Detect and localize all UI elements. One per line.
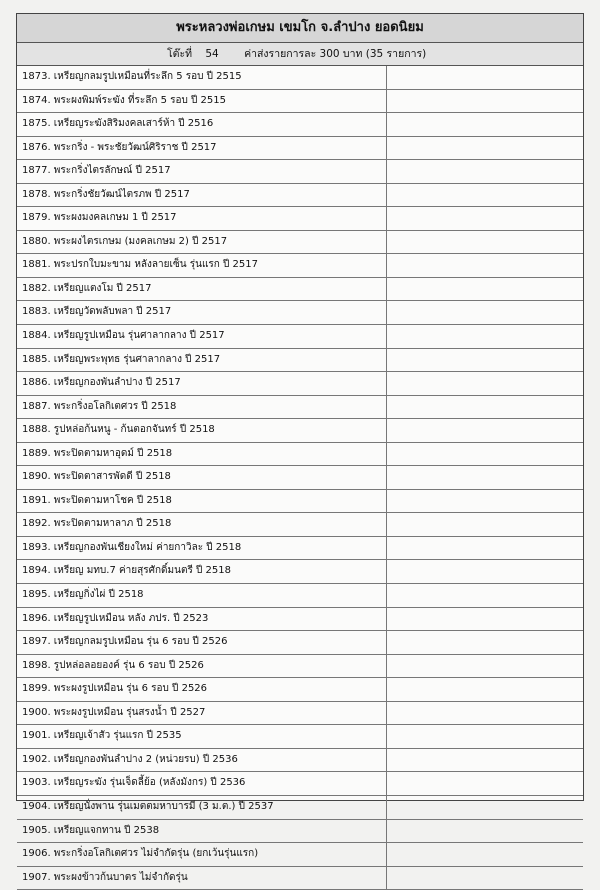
item-text: 1873. เหรียญกลมรูปเหมือนที่ระลึก 5 รอบ ปี 2515 bbox=[17, 66, 387, 89]
item-text: 1879. พระผงมงคลเกษม 1 ปี 2517 bbox=[17, 207, 387, 230]
bleed-through-text bbox=[402, 584, 588, 607]
list-item bbox=[17, 231, 583, 255]
table-number: 54 bbox=[205, 48, 219, 60]
list-item bbox=[17, 254, 583, 278]
bleed-through-text bbox=[402, 490, 588, 513]
list-item bbox=[17, 608, 583, 632]
list-item bbox=[17, 867, 583, 890]
item-text: 1886. เหรียญกองพันลำปาง ปี 2517 bbox=[17, 372, 387, 395]
item-text: 1881. พระปรกใบมะขาม หลังลายเซ็น รุ่นแรก ปี 2517 bbox=[17, 254, 387, 277]
bleed-through-text bbox=[402, 702, 588, 725]
item-text: 1884. เหรียญรูปเหมือน รุ่นศาลากลาง ปี 2517 bbox=[17, 325, 387, 348]
bleed-through-text bbox=[402, 537, 588, 560]
item-text: 1900. พระผงรูปเหมือน รุ่นสรงน้ำ ปี 2527 bbox=[17, 702, 387, 725]
item-text: 1901. เหรียญเจ้าสัว รุ่นแรก ปี 2535 bbox=[17, 725, 387, 748]
bleed-through-text bbox=[402, 655, 588, 678]
item-text: 1905. เหรียญแจกทาน ปี 2538 bbox=[17, 820, 387, 843]
page-title: พระหลวงพ่อเกษม เขมโก จ.ลำปาง ยอดนิยม bbox=[17, 14, 583, 43]
list-item bbox=[17, 725, 583, 749]
bleed-through-text bbox=[402, 772, 588, 795]
table-label: โต๊ะที่ bbox=[167, 48, 193, 60]
item-text: 1903. เหรียญระฆัง รุ่นเจ็ดลี้ย้อ (หลังมังกร) ปี 2536 bbox=[17, 772, 387, 795]
bleed-through-text bbox=[402, 843, 588, 866]
bleed-through-text bbox=[402, 513, 588, 536]
list-item bbox=[17, 584, 583, 608]
bleed-through-text bbox=[402, 231, 588, 254]
item-text: 1888. รูปหล่อก้นหนู - ก้นตอกจันทร์ ปี 2518 bbox=[17, 419, 387, 442]
list-item bbox=[17, 443, 583, 467]
bleed-through-text bbox=[402, 678, 588, 701]
bleed-through-text bbox=[402, 725, 588, 748]
list-item bbox=[17, 560, 583, 584]
list-item bbox=[17, 419, 583, 443]
bleed-through-text bbox=[402, 137, 588, 160]
list-item bbox=[17, 820, 583, 844]
bleed-through-text bbox=[402, 396, 588, 419]
list-item bbox=[17, 349, 583, 373]
list-item bbox=[17, 113, 583, 137]
item-text: 1877. พระกริ่งไตรลักษณ์ ปี 2517 bbox=[17, 160, 387, 183]
item-text: 1907. พระผงข้าวก้นบาตร ไม่จำกัดรุ่น bbox=[17, 867, 387, 890]
bleed-through-text bbox=[402, 207, 588, 230]
rental-text: ค่าส่งรายการละ 300 บาท (35 รายการ) bbox=[244, 48, 427, 60]
bleed-through-text bbox=[402, 796, 588, 819]
bleed-through-text bbox=[402, 419, 588, 442]
table-info bbox=[17, 43, 583, 66]
item-text: 1895. เหรียญกิ่งไผ่ ปี 2518 bbox=[17, 584, 387, 607]
item-text: 1894. เหรียญ มทบ.7 ค่ายสุรศักดิ์มนตรี ปี 2518 bbox=[17, 560, 387, 583]
list-item bbox=[17, 372, 583, 396]
item-text: 1880. พระผงไตรเกษม (มงคลเกษม 2) ปี 2517 bbox=[17, 231, 387, 254]
list-item bbox=[17, 796, 583, 820]
bleed-through-text bbox=[402, 325, 588, 348]
list-item bbox=[17, 396, 583, 420]
item-text: 1876. พระกริ่ง - พระชัยวัฒน์ศิริราช ปี 2517 bbox=[17, 137, 387, 160]
list-item bbox=[17, 184, 583, 208]
bleed-through-text bbox=[402, 301, 588, 324]
list-item bbox=[17, 207, 583, 231]
list-item bbox=[17, 490, 583, 514]
item-text: 1889. พระปิดตามหาอุดม์ ปี 2518 bbox=[17, 443, 387, 466]
list-item bbox=[17, 843, 583, 867]
item-list bbox=[17, 66, 583, 890]
bleed-through-text bbox=[402, 820, 588, 843]
catalog-page bbox=[16, 13, 584, 883]
list-item bbox=[17, 702, 583, 726]
item-text: 1893. เหรียญกองพันเชียงใหม่ ค่ายกาวิละ ปี 2518 bbox=[17, 537, 387, 560]
bleed-through-text bbox=[402, 90, 588, 113]
item-text: 1882. เหรียญแตงโม ปี 2517 bbox=[17, 278, 387, 301]
list-item bbox=[17, 160, 583, 184]
item-text: 1885. เหรียญพระพุทธ รุ่นศาลากลาง ปี 2517 bbox=[17, 349, 387, 372]
item-text: 1891. พระปิดตามหาโชค ปี 2518 bbox=[17, 490, 387, 513]
item-text: 1902. เหรียญกองพันลำปาง 2 (หน่วยรบ) ปี 2536 bbox=[17, 749, 387, 772]
bleed-through-text bbox=[402, 349, 588, 372]
bleed-through-text bbox=[402, 560, 588, 583]
bleed-through-text bbox=[402, 867, 588, 890]
list-item bbox=[17, 513, 583, 537]
list-item bbox=[17, 466, 583, 490]
bleed-through-text bbox=[402, 631, 588, 654]
list-item bbox=[17, 301, 583, 325]
item-text: 1890. พระปิดตาสารพัดดี ปี 2518 bbox=[17, 466, 387, 489]
bleed-through-text bbox=[402, 184, 588, 207]
item-text: 1875. เหรียญระฆังสิริมงคลเสาร์ห้า ปี 2516 bbox=[17, 113, 387, 136]
item-text: 1896. เหรียญรูปเหมือน หลัง ภปร. ปี 2523 bbox=[17, 608, 387, 631]
list-item bbox=[17, 537, 583, 561]
list-item bbox=[17, 137, 583, 161]
bleed-through-text bbox=[402, 113, 588, 136]
item-text: 1898. รูปหล่อลอยองค์ รุ่น 6 รอบ ปี 2526 bbox=[17, 655, 387, 678]
list-item bbox=[17, 278, 583, 302]
item-text: 1906. พระกริ่งอโลกิเตศวร ไม่จำกัดรุ่น (ยกเว้นรุ่นแรก) bbox=[17, 843, 387, 866]
list-item bbox=[17, 655, 583, 679]
list-item bbox=[17, 325, 583, 349]
list-item bbox=[17, 749, 583, 773]
bleed-through-text bbox=[402, 66, 588, 89]
bleed-through-text bbox=[402, 443, 588, 466]
item-text: 1874. พระผงพิมพ์ระฆัง ที่ระลึก 5 รอบ ปี 2515 bbox=[17, 90, 387, 113]
item-text: 1878. พระกริ่งชัยวัฒน์ไตรภพ ปี 2517 bbox=[17, 184, 387, 207]
item-text: 1899. พระผงรูปเหมือน รุ่น 6 รอบ ปี 2526 bbox=[17, 678, 387, 701]
list-item bbox=[17, 631, 583, 655]
bleed-through-text bbox=[402, 608, 588, 631]
list-item bbox=[17, 772, 583, 796]
bleed-through-text bbox=[402, 254, 588, 277]
list-item bbox=[17, 90, 583, 114]
bleed-through-text bbox=[402, 160, 588, 183]
list-item bbox=[17, 678, 583, 702]
item-text: 1887. พระกริ่งอโลกิเตศวร ปี 2518 bbox=[17, 396, 387, 419]
item-text: 1897. เหรียญกลมรูปเหมือน รุ่น 6 รอบ ปี 2526 bbox=[17, 631, 387, 654]
bleed-through-text bbox=[402, 278, 588, 301]
list-item bbox=[17, 66, 583, 90]
bleed-through-text bbox=[402, 372, 588, 395]
item-text: 1892. พระปิดตามหาลาภ ปี 2518 bbox=[17, 513, 387, 536]
item-text: 1904. เหรียญนั่งพาน รุ่นเมตตมหาบารมี (3 ม.ต.) ปี 2537 bbox=[17, 796, 387, 819]
bleed-through-text bbox=[402, 749, 588, 772]
bleed-through-text bbox=[402, 466, 588, 489]
item-text: 1883. เหรียญวัดพลับพลา ปี 2517 bbox=[17, 301, 387, 324]
